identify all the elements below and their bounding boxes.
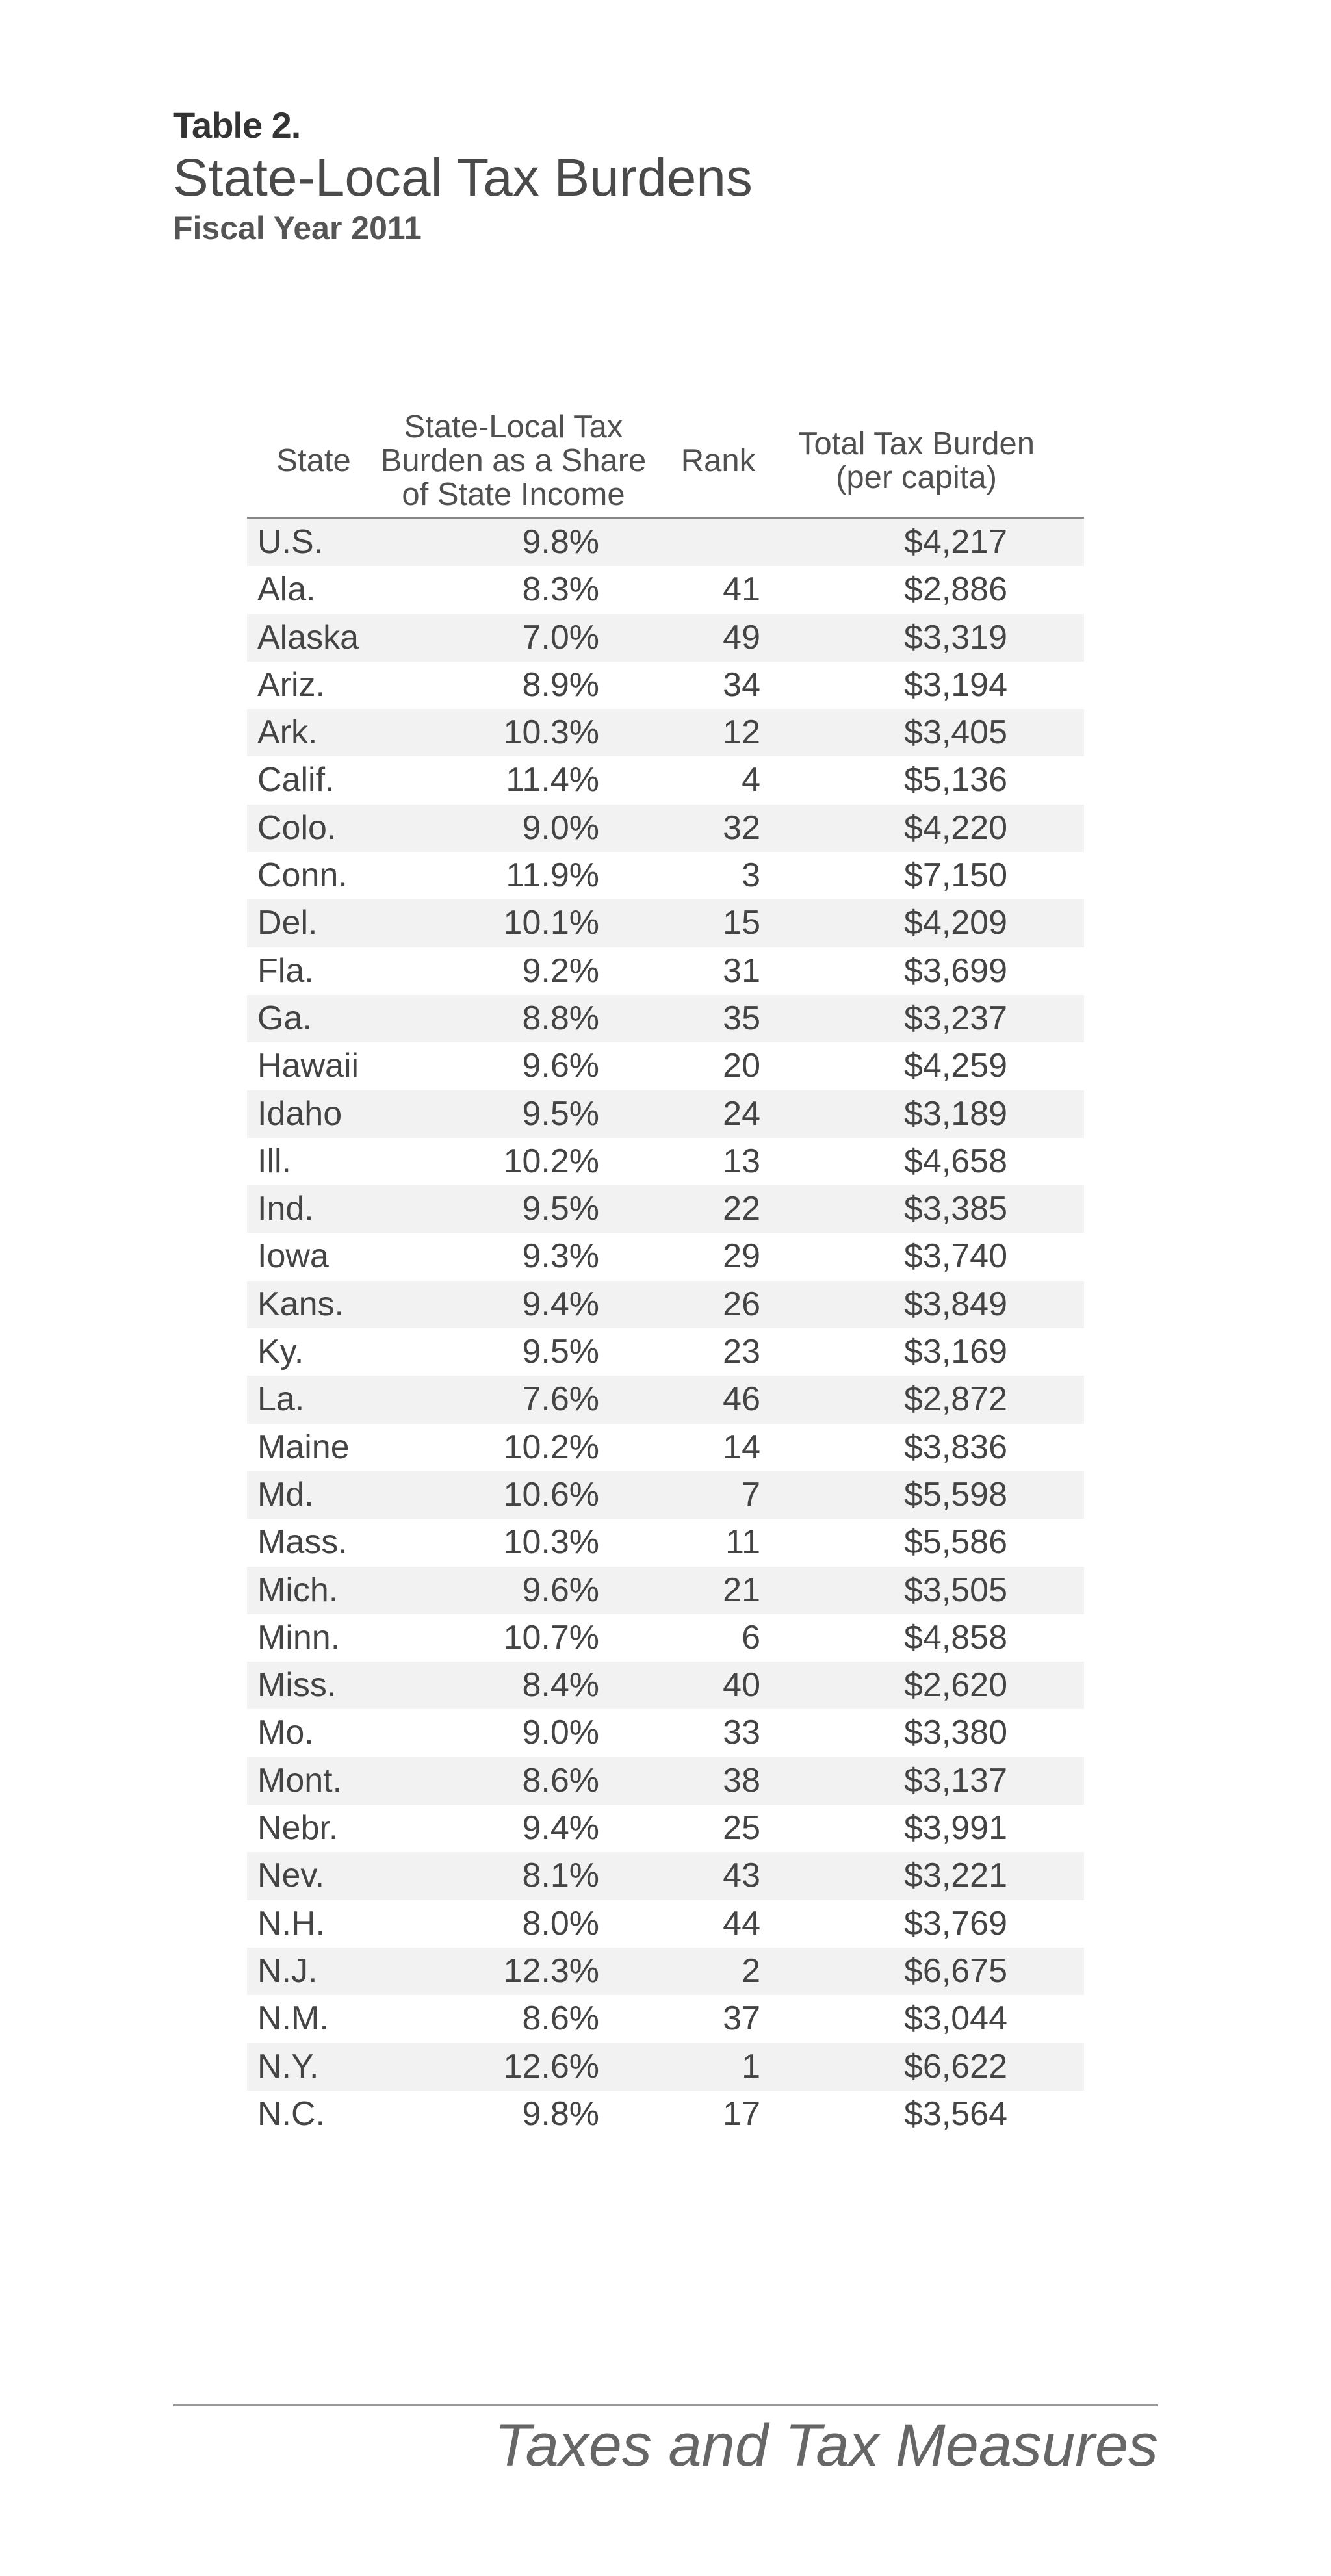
share-cell: 8.1% xyxy=(522,1857,599,1895)
total-cell: $3,319 xyxy=(903,618,1007,656)
total-cell: $5,586 xyxy=(903,1523,1007,1562)
total-cell: $3,044 xyxy=(903,2000,1007,2038)
rank-cell: 40 xyxy=(723,1666,760,1705)
total-cell: $3,564 xyxy=(903,2094,1007,2133)
state-cell: Ill. xyxy=(257,1142,291,1180)
table-row xyxy=(247,1805,1084,1852)
share-cell: 9.5% xyxy=(522,1094,599,1133)
column-header-total xyxy=(786,427,1046,495)
share-cell: 11.4% xyxy=(506,761,599,799)
table-row xyxy=(247,566,1084,613)
total-cell: $3,189 xyxy=(903,1094,1007,1133)
state-cell: Ind. xyxy=(257,1190,314,1228)
total-cell: $4,658 xyxy=(903,1142,1007,1180)
table-row xyxy=(247,1709,1084,1757)
rank-cell: 1 xyxy=(742,2047,760,2085)
total-cell: $3,237 xyxy=(903,999,1007,1037)
table-row xyxy=(247,899,1084,947)
column-header-share-line2: Burden as a Share xyxy=(380,443,647,478)
share-cell: 12.3% xyxy=(503,1951,599,1990)
share-cell: 10.7% xyxy=(503,1618,599,1656)
state-cell: Mo. xyxy=(257,1714,314,1752)
table-header xyxy=(247,409,1084,519)
state-cell: Hawaii xyxy=(257,1047,359,1085)
table-row xyxy=(247,1519,1084,1566)
table-heading xyxy=(173,103,753,248)
table-row xyxy=(247,709,1084,756)
state-cell: Iowa xyxy=(257,1237,329,1276)
state-cell: Mich. xyxy=(257,1571,339,1609)
rank-cell: 29 xyxy=(723,1237,760,1276)
share-cell: 7.6% xyxy=(522,1380,599,1419)
rank-cell: 15 xyxy=(723,904,760,942)
state-cell: Colo. xyxy=(257,808,337,847)
state-cell: Ariz. xyxy=(257,665,325,704)
rank-cell: 23 xyxy=(723,1333,760,1371)
total-cell: $2,872 xyxy=(903,1380,1007,1419)
total-cell: $6,675 xyxy=(903,1951,1007,1990)
state-cell: Conn. xyxy=(257,857,348,895)
rank-cell: 49 xyxy=(723,618,760,656)
rank-cell: 22 xyxy=(723,1190,760,1228)
rank-cell: 21 xyxy=(723,1571,760,1609)
share-cell: 8.3% xyxy=(522,571,599,609)
column-header-total-line2: (per capita) xyxy=(836,460,997,495)
rank-cell: 41 xyxy=(723,571,760,609)
share-cell: 9.4% xyxy=(522,1809,599,1848)
tax-burden-table xyxy=(247,409,1084,2138)
table-row xyxy=(247,1090,1084,1138)
state-cell: N.Y. xyxy=(257,2047,319,2085)
total-cell: $5,136 xyxy=(903,761,1007,799)
table-row xyxy=(247,852,1084,899)
share-cell: 8.6% xyxy=(522,1761,599,1799)
table-row xyxy=(247,2043,1084,2091)
state-cell: N.M. xyxy=(257,2000,329,2038)
column-header-total-line1: Total Tax Burden xyxy=(797,426,1035,461)
rank-cell: 32 xyxy=(723,808,760,847)
share-cell: 11.9% xyxy=(506,857,599,895)
state-cell: Idaho xyxy=(257,1094,342,1133)
share-cell: 9.5% xyxy=(522,1333,599,1371)
total-cell: $3,380 xyxy=(903,1714,1007,1752)
state-cell: Fla. xyxy=(257,951,314,990)
state-cell: Md. xyxy=(257,1475,314,1513)
share-cell: 8.9% xyxy=(522,665,599,704)
state-cell: N.J. xyxy=(257,1951,318,1990)
state-cell: Ala. xyxy=(257,571,316,609)
state-cell: Kans. xyxy=(257,1285,344,1323)
total-cell: $3,991 xyxy=(903,1809,1007,1848)
share-cell: 8.8% xyxy=(522,999,599,1037)
table-row xyxy=(247,1948,1084,1995)
table-row xyxy=(247,947,1084,995)
total-cell: $4,217 xyxy=(903,523,1007,561)
total-cell: $4,220 xyxy=(903,808,1007,847)
share-cell: 10.3% xyxy=(503,714,599,752)
share-cell: 9.5% xyxy=(522,1190,599,1228)
state-cell: Alaska xyxy=(257,618,359,656)
state-cell: Nebr. xyxy=(257,1809,339,1848)
share-cell: 9.0% xyxy=(522,808,599,847)
table-row xyxy=(247,1042,1084,1090)
rank-cell: 31 xyxy=(723,951,760,990)
total-cell: $3,221 xyxy=(903,1857,1007,1895)
rank-cell: 24 xyxy=(723,1094,760,1133)
rank-cell: 37 xyxy=(723,2000,760,2038)
total-cell: $3,505 xyxy=(903,1571,1007,1609)
total-cell: $7,150 xyxy=(903,857,1007,895)
share-cell: 10.6% xyxy=(503,1475,599,1513)
total-cell: $5,598 xyxy=(903,1475,1007,1513)
share-cell: 8.6% xyxy=(522,2000,599,2038)
table-row xyxy=(247,1424,1084,1471)
rank-cell: 13 xyxy=(723,1142,760,1180)
table-label: Table 2. xyxy=(173,105,301,146)
share-cell: 9.8% xyxy=(522,523,599,561)
table-row xyxy=(247,1995,1084,2042)
share-cell: 7.0% xyxy=(522,618,599,656)
total-cell: $4,858 xyxy=(903,1618,1007,1656)
rank-cell: 20 xyxy=(723,1047,760,1085)
table-row xyxy=(247,1328,1084,1376)
rank-cell: 7 xyxy=(742,1475,760,1513)
state-cell: Del. xyxy=(257,904,318,942)
share-cell: 12.6% xyxy=(503,2047,599,2085)
rank-cell: 12 xyxy=(723,714,760,752)
state-cell: La. xyxy=(257,1380,305,1419)
state-cell: U.S. xyxy=(257,523,324,561)
rank-cell: 34 xyxy=(723,665,760,704)
total-cell: $3,849 xyxy=(903,1285,1007,1323)
share-cell: 9.0% xyxy=(522,1714,599,1752)
footer-section-title: Taxes and Tax Measures xyxy=(494,2412,1158,2479)
state-cell: Maine xyxy=(257,1428,350,1466)
share-cell: 9.6% xyxy=(522,1047,599,1085)
state-cell: Minn. xyxy=(257,1618,341,1656)
total-cell: $3,740 xyxy=(903,1237,1007,1276)
table-row xyxy=(247,1757,1084,1805)
column-header-share-line1: State-Local Tax xyxy=(404,409,623,444)
table-row xyxy=(247,1471,1084,1519)
state-cell: N.C. xyxy=(257,2094,325,2133)
table-body xyxy=(247,519,1084,2138)
total-cell: $3,836 xyxy=(903,1428,1007,1466)
rank-cell: 38 xyxy=(723,1761,760,1799)
page-subtitle: Fiscal Year 2011 xyxy=(173,210,422,246)
rank-cell: 2 xyxy=(742,1951,760,1990)
total-cell: $6,622 xyxy=(903,2047,1007,2085)
total-cell: $2,886 xyxy=(903,571,1007,609)
rank-cell: 33 xyxy=(723,1714,760,1752)
state-cell: N.H. xyxy=(257,1904,325,1942)
state-cell: Miss. xyxy=(257,1666,337,1705)
column-header-rank: Rank xyxy=(680,443,756,478)
column-header-share-line3: of State Income xyxy=(402,477,625,512)
footer-divider xyxy=(173,2404,1158,2406)
share-cell: 9.8% xyxy=(522,2094,599,2133)
total-cell: $2,620 xyxy=(903,1666,1007,1705)
state-cell: Ky. xyxy=(257,1333,304,1371)
total-cell: $4,209 xyxy=(903,904,1007,942)
total-cell: $3,405 xyxy=(903,714,1007,752)
table-row xyxy=(247,1138,1084,1185)
state-cell: Mass. xyxy=(257,1523,348,1562)
table-row xyxy=(247,1376,1084,1423)
total-cell: $3,769 xyxy=(903,1904,1007,1942)
table-row xyxy=(247,2091,1084,2138)
table-row xyxy=(247,614,1084,662)
rank-cell: 3 xyxy=(742,857,760,895)
total-cell: $3,385 xyxy=(903,1190,1007,1228)
table-row xyxy=(247,1185,1084,1233)
share-cell: 9.6% xyxy=(522,1571,599,1609)
state-cell: Calif. xyxy=(257,761,335,799)
total-cell: $4,259 xyxy=(903,1047,1007,1085)
table-row xyxy=(247,1281,1084,1328)
table-row xyxy=(247,1852,1084,1900)
table-row xyxy=(247,1900,1084,1948)
total-cell: $3,169 xyxy=(903,1333,1007,1371)
rank-cell: 44 xyxy=(723,1904,760,1942)
state-cell: Ga. xyxy=(257,999,312,1037)
table-row xyxy=(247,662,1084,709)
total-cell: $3,699 xyxy=(903,951,1007,990)
share-cell: 9.4% xyxy=(522,1285,599,1323)
rank-cell: 4 xyxy=(742,761,760,799)
rank-cell: 46 xyxy=(723,1380,760,1419)
rank-cell: 43 xyxy=(723,1857,760,1895)
table-row xyxy=(247,1614,1084,1662)
table-row xyxy=(247,1567,1084,1614)
share-cell: 8.0% xyxy=(522,1904,599,1942)
rank-cell: 35 xyxy=(723,999,760,1037)
share-cell: 10.3% xyxy=(503,1523,599,1562)
state-cell: Nev. xyxy=(257,1857,325,1895)
total-cell: $3,194 xyxy=(903,665,1007,704)
share-cell: 9.3% xyxy=(522,1237,599,1276)
rank-cell: 6 xyxy=(742,1618,760,1656)
share-cell: 10.2% xyxy=(503,1428,599,1466)
state-cell: Mont. xyxy=(257,1761,342,1799)
table-row xyxy=(247,995,1084,1042)
share-cell: 9.2% xyxy=(522,951,599,990)
rank-cell: 14 xyxy=(723,1428,760,1466)
table-row xyxy=(247,1662,1084,1709)
table-row xyxy=(247,756,1084,804)
total-cell: $3,137 xyxy=(903,1761,1007,1799)
table-row xyxy=(247,519,1084,566)
rank-cell: 11 xyxy=(725,1523,760,1562)
share-cell: 8.4% xyxy=(522,1666,599,1705)
rank-cell: 26 xyxy=(723,1285,760,1323)
rank-cell: 25 xyxy=(723,1809,760,1848)
column-header-share xyxy=(380,410,647,511)
column-header-state: State xyxy=(276,443,351,478)
state-cell: Ark. xyxy=(257,714,318,752)
table-row xyxy=(247,805,1084,852)
share-cell: 10.1% xyxy=(503,904,599,942)
page-title: State-Local Tax Burdens xyxy=(173,148,753,207)
table-row xyxy=(247,1233,1084,1280)
rank-cell: 17 xyxy=(723,2094,760,2133)
share-cell: 10.2% xyxy=(503,1142,599,1180)
